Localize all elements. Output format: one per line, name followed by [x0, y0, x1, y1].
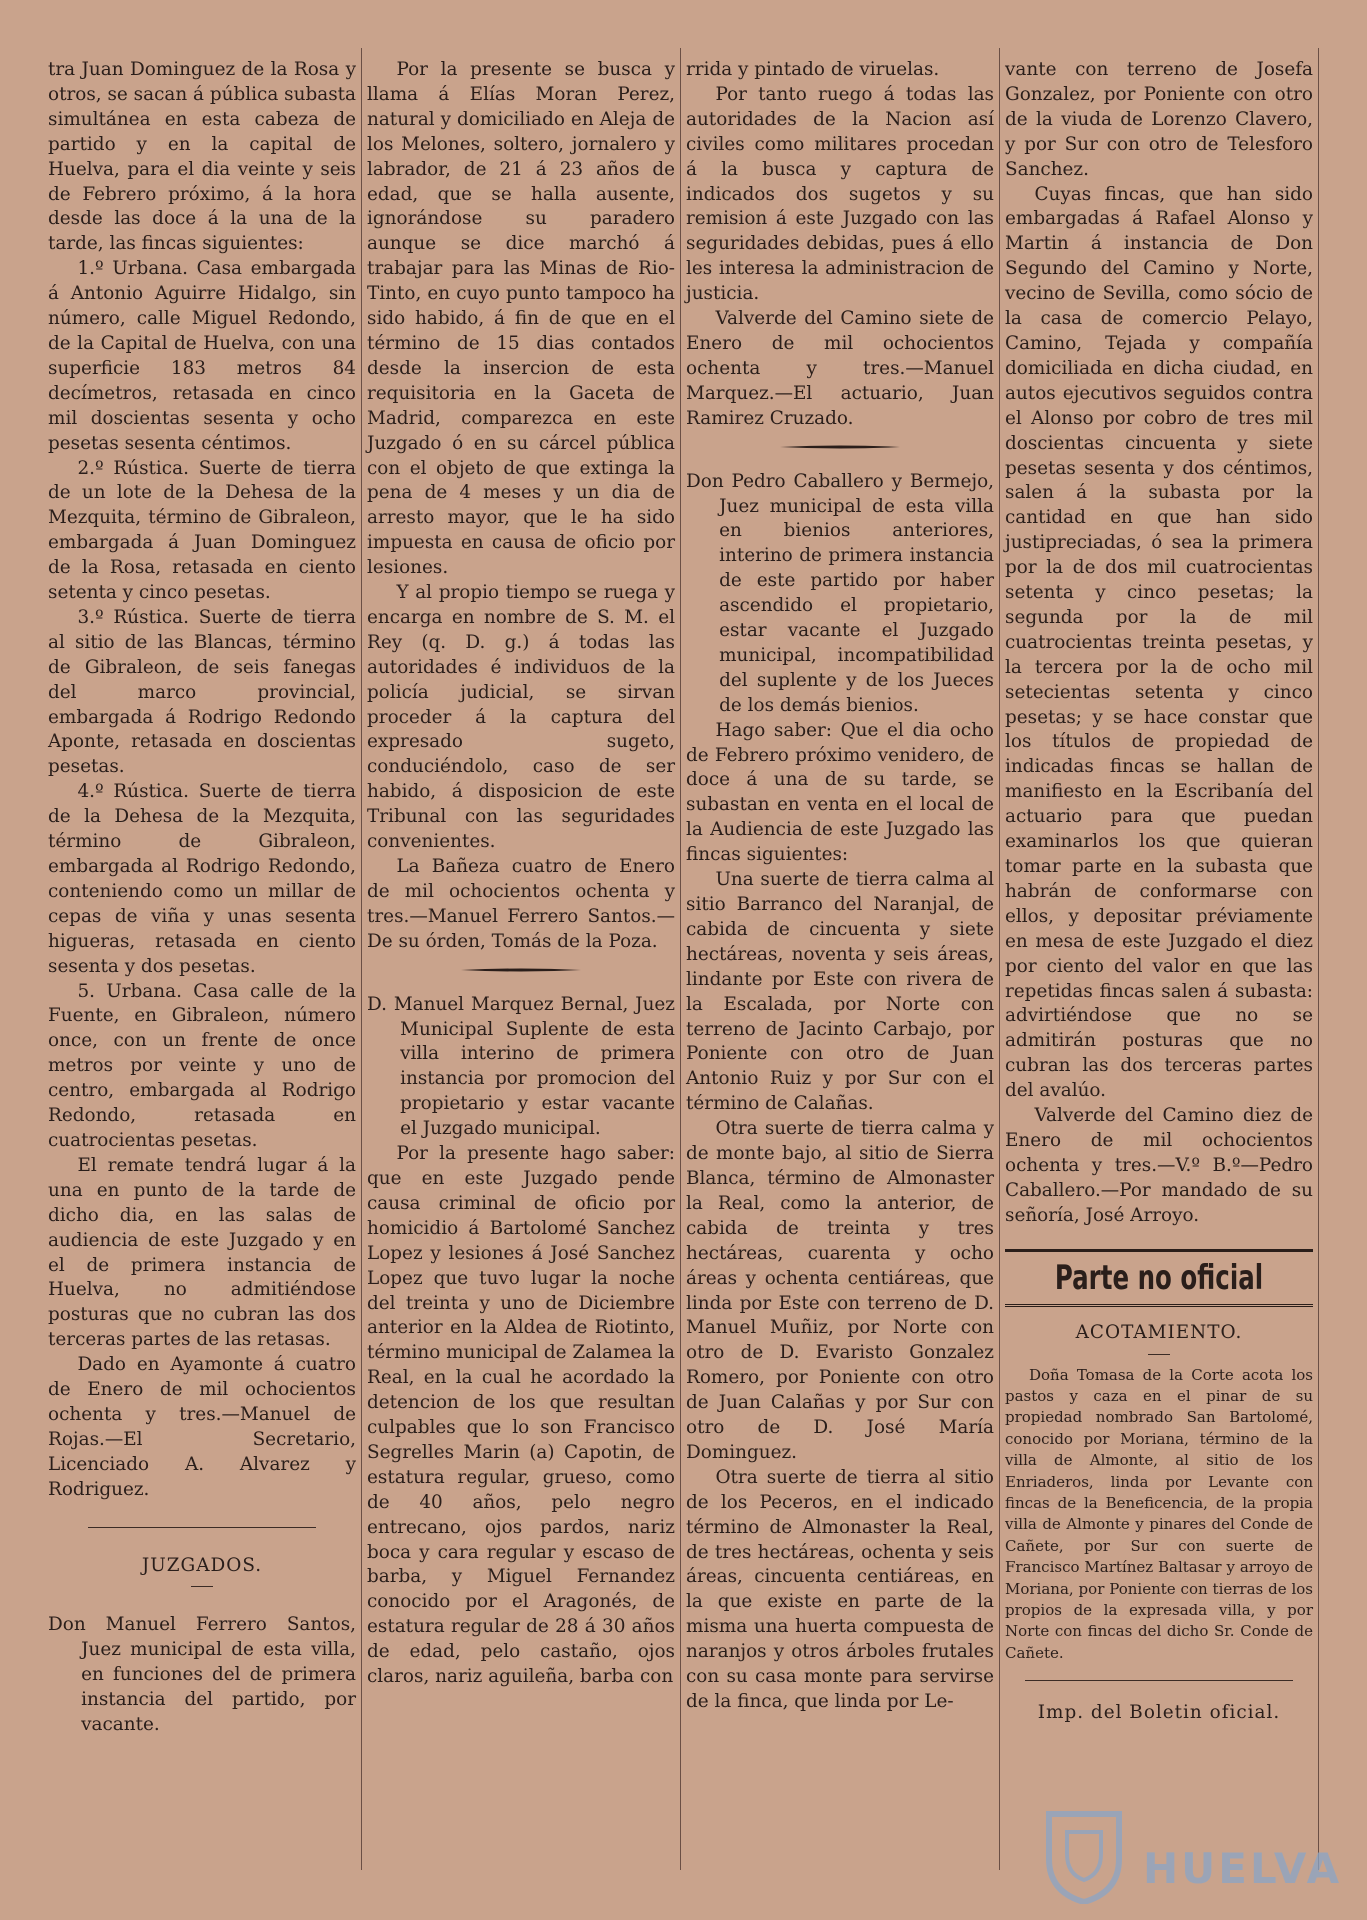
printer-footer: Imp. del Boletin oficial. [1037, 1702, 1281, 1724]
paragraph: Valverde del Camino diez de Enero de mil ochocientos ochenta y tres.—V.º B.º—Pedro Caballero.—Por mandado de su señoría, José Arroyo. [1005, 1105, 1313, 1226]
paragraph: Valverde del Camino siete de Enero de mil ochocientos ochenta y tres.—Manuel Marquez.—El actuario, Juan Ramirez Cruzado. [686, 308, 994, 429]
section-title: Parte no oficial [1054, 1257, 1264, 1298]
paragraph: 1.º Urbana. Casa embargada á Antonio Aguirre Hidalgo, sin número, calle Miguel Redondo, de la Capital de Huelva, con una superficie 183 metros 84 decímetros, retasada en cinco mil doscientas sesenta y ocho pesetas sesenta céntimos. [48, 258, 356, 454]
paragraph: Dado en Ayamonte á cuatro de Enero de mil ochocientos ochenta y tres.—Manuel de Rojas.—El Secretario, Licenciado A. Alvarez y Rodriguez. [48, 1354, 356, 1500]
paragraph: Y al propio tiempo se ruega y encarga en nombre de S. M. el Rey (q. D. g.) á todas las autoridades é individuos de la policía judicial, se sirvan proceder á la captura del expresado sugeto, conduciéndolo, caso de ser habido, á disposicion de este Tribunal con las seguridades convenientes. [367, 582, 675, 853]
paragraph: Hago saber: Que el dia ocho de Febrero próximo venidero, de doce á una de su tarde, se subastan en venta en el local de la Audiencia de este Juzgado las fincas siguientes: [686, 719, 994, 866]
ornament-divider [780, 444, 900, 450]
divider [1148, 1354, 1170, 1355]
subheading: ACOTAMIENTO. [1075, 1321, 1243, 1343]
section-heading: JUZGADOS. [141, 1554, 263, 1576]
paragraph: La Bañeza cuatro de Enero de mil ochocientos ochenta y tres.—Manuel Ferrero Santos.—De su órden, Tomás de la Poza. [367, 856, 675, 952]
archive-watermark [1039, 1804, 1343, 1904]
paragraph: 4.º Rústica. Suerte de tierra de la Dehesa de la Mezquita, término de Gibraleon, embargada al Rodrigo Redondo, conteniendo como un millar de cepas de viña y unas sesenta higueras, retasada en ciento sesenta y dos pesetas. [48, 781, 356, 977]
watermark-text: HUELVA [1143, 1844, 1343, 1893]
paragraph: 3.º Rústica. Suerte de tierra al sitio de las Blancas, término de Gibraleon, de seis fanegas del marco provincial, embargada á Rodrigo Redondo Aponte, retasada en doscientas pesetas. [48, 606, 356, 778]
paragraph: Otra suerte de tierra al sitio de los Peceros, en el indicado término de Almonaster la Real, de tres hectáreas, ochenta y seis áreas, cincuenta centiáreas, en la que existe en parte de la misma una huerta compuesta de naranjos y otros árboles frutales con su casa monte para servirse de la finca, que linda por Le- [686, 1466, 994, 1712]
paragraph: rrida y pintado de viruelas. [686, 59, 940, 80]
notice-header: D. Manuel Marquez Bernal, Juez Municipal Suplente de esta villa interino de primera instancia por promocion del propietario y estar vacante el Juzgado municipal. [367, 993, 675, 1140]
section-banner [1005, 1249, 1313, 1307]
paragraph: El remate tendrá lugar á la una en punto de la tarde de dicho dia, en las salas de audiencia de este Juzgado y en el de primera instancia de Huelva, no admitiéndose posturas que no cubran las dos terceras partes de las retasas. [48, 1154, 356, 1351]
column-4 [1005, 58, 1313, 1880]
notice-header: Don Manuel Ferrero Santos, Juez municipal de esta villa, en funciones del de primera instancia del partido, por vacante. [48, 1614, 356, 1736]
paragraph: Por tanto ruego á todas las autoridades de la Nacion así civiles como militares procedan á la busca y captura de indicados dos sugetos y su remision á este Juzgado con las seguridades debidas, pues á ello les interesa la administracion de justicia. [686, 83, 994, 305]
paragraph: 2.º Rústica. Suerte de tierra de un lote de la Dehesa de la Mezquita, término de Gibraleon, embargada á Juan Dominguez de la Rosa, retasada en ciento setenta y cinco pesetas. [48, 457, 356, 604]
notice-header: Don Pedro Caballero y Bermejo, Juez municipal de esta villa en bienios anteriores, interino de primera instancia de este partido por haber ascendido el propietario, estar vacante el Juzgado municipal, incompatibilidad del suplente y de los Jueces de los demás bienios. [686, 470, 994, 716]
column-3 [686, 58, 994, 1880]
divider [1025, 1680, 1293, 1681]
paragraph: tra Juan Dominguez de la Rosa y otros, se sacan á pública subasta simultánea en esta cabeza de partido y en la capital de Huelva, para el dia veinte y seis de Febrero próximo, á la hora desde las doce á la una de la tarde, las fincas siguientes: [48, 59, 356, 255]
paragraph: 5. Urbana. Casa calle de la Fuente, en Gibraleon, número once, con un frente de once metros por veinte y uno de centro, embargada al Rodrigo Redondo, retasada en cuatrocientas pesetas. [48, 980, 356, 1151]
paragraph: Una suerte de tierra calma al sitio Barranco del Naranjal, de cabida de cincuenta y siete hectáreas, noventa y seis áreas, lindante por Este con rivera de la Escalada, por Norte con terreno de Jacinto Carbajo, por Poniente con otro de Juan Antonio Ruiz y por Sur con el término de Calañas. [686, 869, 994, 1115]
paragraph: Otra suerte de tierra calma y de monte bajo, al sitio de Sierra Blanca, término de Almonaster la Real, como la anterior, de cabida de treinta y tres hectáreas, cuarenta y ocho áreas y ochenta centiáreas, que linda por Este con terreno de D. Manuel Muñiz, por Norte con otro de D. Evaristo Gonzalez Romero, por Poniente con otro de Juan Calañas y por Sur con otro de D. José María Dominguez. [686, 1118, 994, 1463]
paragraph: Cuyas fincas, que han sido embargadas á Rafael Alonso y Martin á instancia de Don Segundo del Camino y Norte, vecino de Sevilla, como sócio de la casa de comercio Pelayo, Camino, Tejada y compañía domiciliada en dicha ciudad, en autos ejecutivos seguidos contra el Alonso por cobro de tres mil doscientas cincuenta y siete pesetas sesenta y dos céntimos, salen á la subasta por la cantidad en que han sido justipreciadas, ó sea la primera por la de dos mil cuatrocientas setenta y cinco pesetas; la segunda por la de mil cuatrocientas treinta pesetas, y la tercera por la de ocho mil setecientas setenta y cinco pesetas; y se hace constar que los títulos de propiedad de indicadas fincas se hallan de manifiesto en la Escribanía del actuario para que puedan examinarlos los que quieran tomar parte en la subasta que habrán de conformarse con ellos, y depositar préviamente en mesa de este Juzgado el diez por ciento del valor en que las repetidas fincas salen á subasta: advirtiéndose que no se admitirán posturas que no cubran las dos terceras partes del avalúo. [1005, 183, 1313, 1102]
divider [88, 1527, 316, 1528]
column-1 [48, 58, 356, 1880]
divider [191, 1586, 213, 1587]
paragraph: Por la presente hago saber: que en este Juzgado pende causa criminal de oficio por homicidio á Bartolomé Sanchez Lopez y lesiones á José Sanchez Lopez que tuvo lugar la noche del treinta y uno de Diciembre anterior en la Aldea de Riotinto, término municipal de Zalamea la Real, en la cual he acordado la detencion de los que resultan culpables que lo son Francisco Segrelles Marin (a) Capotin, de estatura regular, grueso, como de 40 años, pelo negro entrecano, ojos pardos, nariz boca y cara regular y escaso de barba, y Miguel Fernandez conocido por el Aragonés, de estatura regular de 28 á 30 años de edad, pelo castaño, ojos claros, nariz aguileña, barba con [367, 1143, 675, 1688]
paragraph: Doña Tomasa de la Corte acota los pastos y caza en el pinar de su propiedad nombrado San Bartolomé, conocido por Moriana, término de la villa de Almonte, al sitio de los Enriaderos, linda por Levante con fincas de la Beneficencia, de la propia villa de Almonte y pinares del Conde de Cañete, por Sur con suerte de Francisco Martínez Baltasar y arroyo de Moriana, por Poniente con tierras de los propios de la expresada villa, y por Norte con fincas del dicho Sr. Conde de Cañete. [1005, 1365, 1313, 1662]
coat-of-arms-icon [1039, 1804, 1129, 1904]
paragraph: vante con terreno de Josefa Gonzalez, por Poniente con otro de la viuda de Lorenzo Clavero, y por Sur con otro de Telesforo Sanchez. [1005, 59, 1313, 180]
ornament-divider [461, 967, 581, 973]
paragraph: Por la presente se busca y llama á Elías Moran Perez, natural y domiciliado en Aleja de los Melones, soltero, jornalero y labrador, de 21 á 23 años de edad, que se halla ausente, ignorándose su paradero aunque se dice marchó á trabajar para las Minas de Rio-Tinto, en cuyo punto tampoco ha sido habido, á fin de que en el término de 15 dias contados desde la insercion de esta requisitoria en la Gaceta de Madrid, comparezca en este Juzgado ó en su cárcel pública con el objeto de que extinga la pena de 4 meses y un dia de arresto mayor, que le ha sido impuesta en causa de oficio por lesiones. [367, 59, 675, 579]
column-2 [367, 58, 675, 1880]
